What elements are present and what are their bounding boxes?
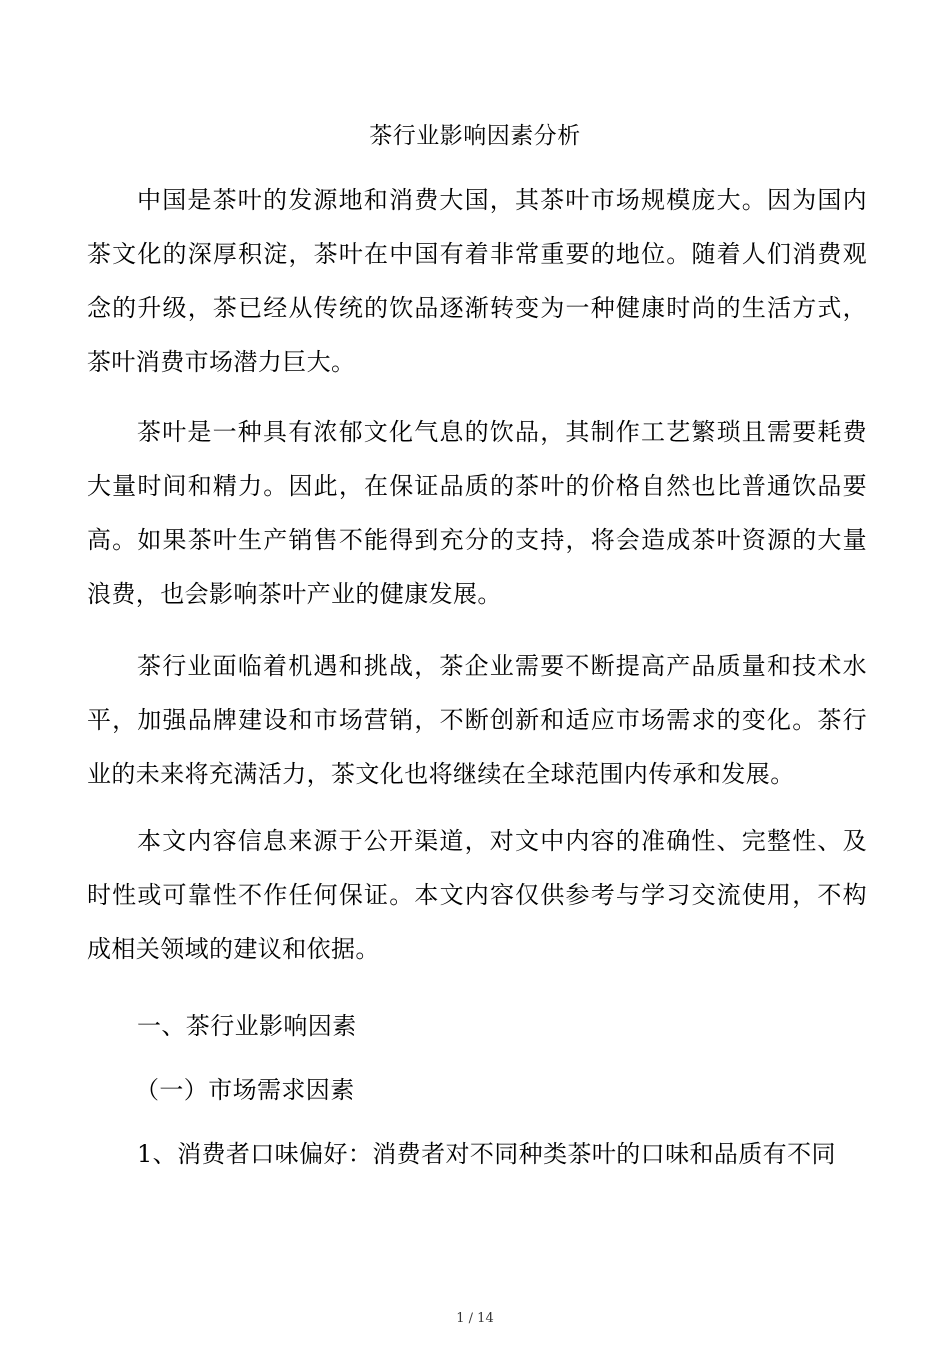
page-number: 1 / 14: [456, 1311, 494, 1326]
paragraph-intro: 中国是茶叶的发源地和消费大国，其茶叶市场规模庞大。因为国内茶文化的深厚积淀，茶叶在中国有着非常重要的地位。随着人们消费观念的升级，茶已经从传统的饮品逐渐转变为一种健康时尚的生活方式，茶叶消费市场潜力巨大。: [87, 186, 867, 376]
list-item: 1、消费者口味偏好：消费者对不同种类茶叶的口味和品质有不同: [137, 1140, 836, 1168]
document-title: 茶行业影响因素分析: [369, 123, 581, 149]
paragraph-disclaimer: 本文内容信息来源于公开渠道，对文中内容的准确性、完整性、及时性或可靠性不作任何保证。本文内容仅供参考与学习交流使用，不构成相关领域的建议和依据。: [87, 827, 867, 963]
section-heading: 一、茶行业影响因素: [137, 1012, 357, 1040]
paragraph-tea-value: 茶叶是一种具有浓郁文化气息的饮品，其制作工艺繁琐且需要耗费大量时间和精力。因此，在保证品质的茶叶的价格自然也比普通饮品要高。如果茶叶生产销售不能得到充分的支持，将会造成茶叶资源的大量浪费，也会影响茶叶产业的健康发展。: [87, 418, 867, 608]
paragraph-industry-outlook: 茶行业面临着机遇和挑战，茶企业需要不断提高产品质量和技术水平，加强品牌建设和市场营销，不断创新和适应市场需求的变化。茶行业的未来将充满活力，茶文化也将继续在全球范围内传承和发展。: [87, 652, 867, 788]
subsection-heading: （一）市场需求因素: [135, 1076, 355, 1104]
